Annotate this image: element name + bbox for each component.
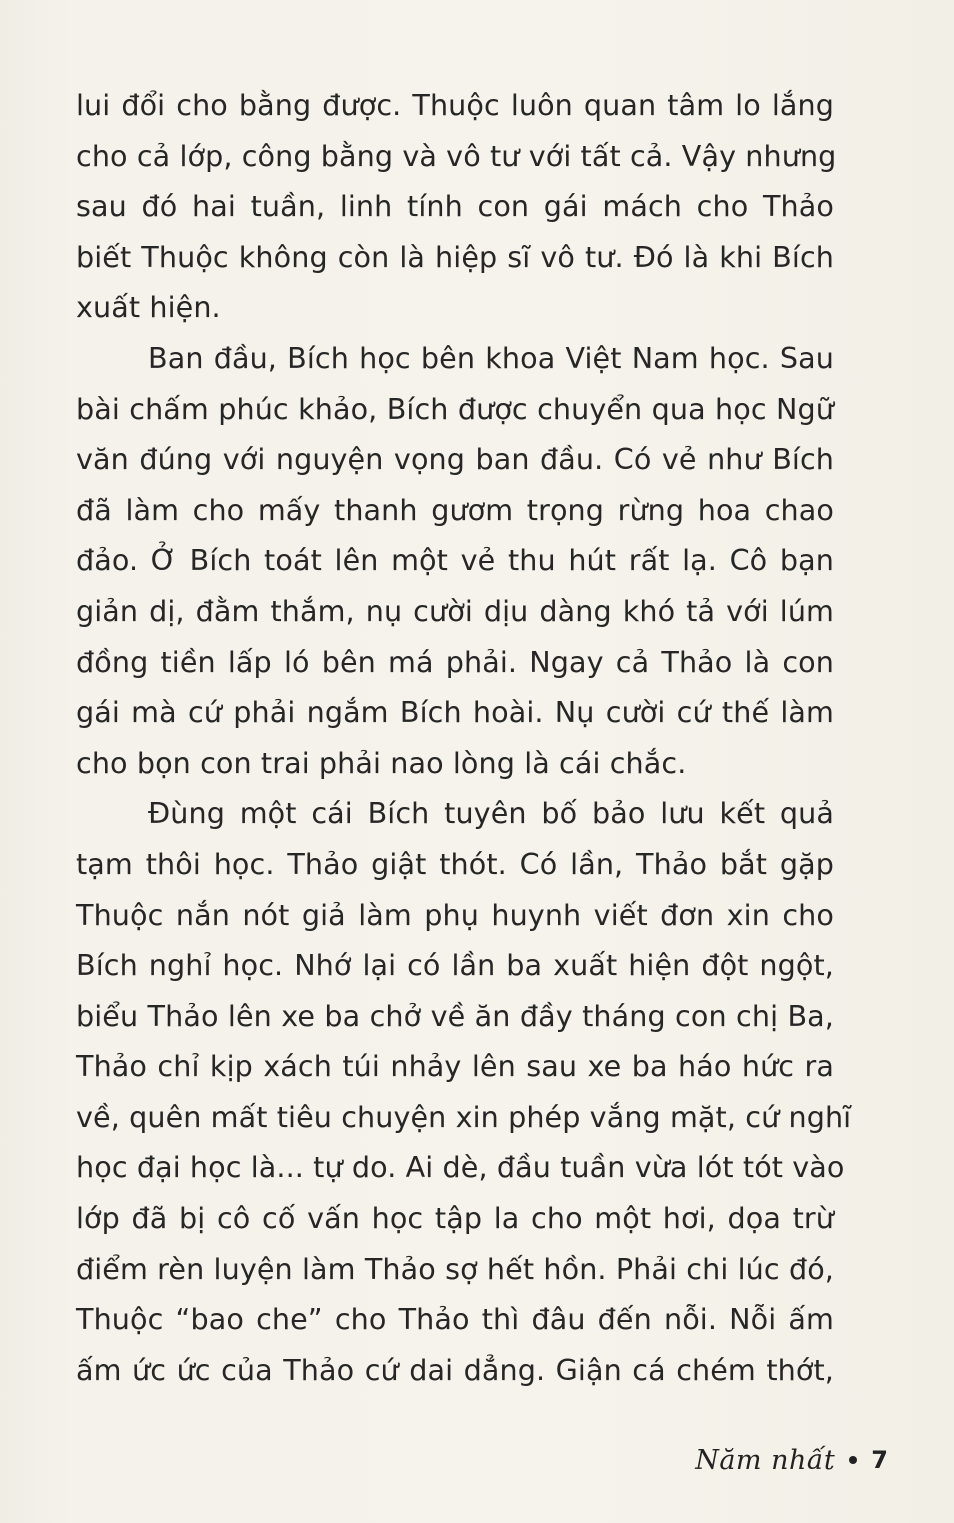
body-text: [76, 80, 852, 1395]
text-line: Đùng một cái Bích tuyên bố bảo lưu kết quả: [148, 796, 834, 831]
text-line: gái mà cứ phải ngắm Bích hoài. Nụ cười cứ thế làm: [76, 695, 834, 730]
text-line: đồng tiền lấp ló bên má phải. Ngay cả Thảo là con: [76, 644, 834, 679]
text-line: đảo. Ở Bích toát lên một vẻ thu hút rất lạ. Cô bạn: [76, 543, 834, 578]
text-line: tạm thôi học. Thảo giật thót. Có lần, Thảo bắt gặp: [76, 846, 834, 881]
text-line: lui đổi cho bằng được. Thuộc luôn quan tâm lo lắng: [76, 88, 834, 122]
text-line: đã làm cho mấy thanh gươm trọng rừng hoa chao: [76, 492, 834, 527]
text-line: xuất hiện.: [76, 290, 221, 325]
text-line: điểm rèn luyện làm Thảo sợ hết hồn. Phải chi lúc đó,: [76, 1251, 834, 1286]
bullet-separator: [849, 1456, 857, 1464]
text-line: về, quên mất tiêu chuyện xin phép vắng mặt, cứ nghĩ: [76, 1099, 852, 1134]
page-number: 7: [871, 1446, 888, 1474]
text-line: biết Thuộc không còn là hiệp sĩ vô tư. Đó là khi Bích: [76, 239, 834, 274]
text-line: Bích nghỉ học. Nhớ lại có lần ba xuất hiện đột ngột,: [76, 948, 834, 983]
text-line: cho bọn con trai phải nao lòng là cái chắc.: [76, 745, 687, 780]
page-footer: [695, 1438, 888, 1482]
text-line: bài chấm phúc khảo, Bích được chuyển qua học Ngữ: [76, 391, 834, 426]
text-line: Thuộc “bao che” cho Thảo thì đâu đến nỗi. Nỗi ấm: [76, 1302, 834, 1337]
text-line: sau đó hai tuần, linh tính con gái mách cho Thảo: [76, 189, 834, 224]
text-line: biểu Thảo lên xe ba chở về ăn đầy tháng con chị Ba,: [76, 998, 834, 1033]
text-line: giản dị, đằm thắm, nụ cười dịu dàng khó tả với lúm: [76, 593, 834, 628]
text-line: Thuộc nắn nót giả làm phụ huynh viết đơn xin cho: [76, 897, 834, 932]
text-line: Thảo chỉ kịp xách túi nhảy lên sau xe ba háo hức ra: [76, 1049, 834, 1084]
text-line: lớp đã bị cô cố vấn học tập la cho một hơi, dọa trừ: [76, 1201, 834, 1236]
text-line: ấm ức ức của Thảo cứ dai dẳng. Giận cá chém thớt,: [76, 1352, 834, 1387]
text-line: Ban đầu, Bích học bên khoa Việt Nam học. Sau: [148, 340, 834, 375]
text-line: học đại học là... tự do. Ai dè, đầu tuần vừa lót tót vào: [76, 1150, 845, 1185]
chapter-title: Năm nhất: [695, 1444, 836, 1476]
text-line: cho cả lớp, công bằng và vô tư với tất cả. Vậy nhưng: [76, 138, 837, 173]
text-line: văn đúng với nguyện vọng ban đầu. Có vẻ như Bích: [76, 442, 834, 477]
